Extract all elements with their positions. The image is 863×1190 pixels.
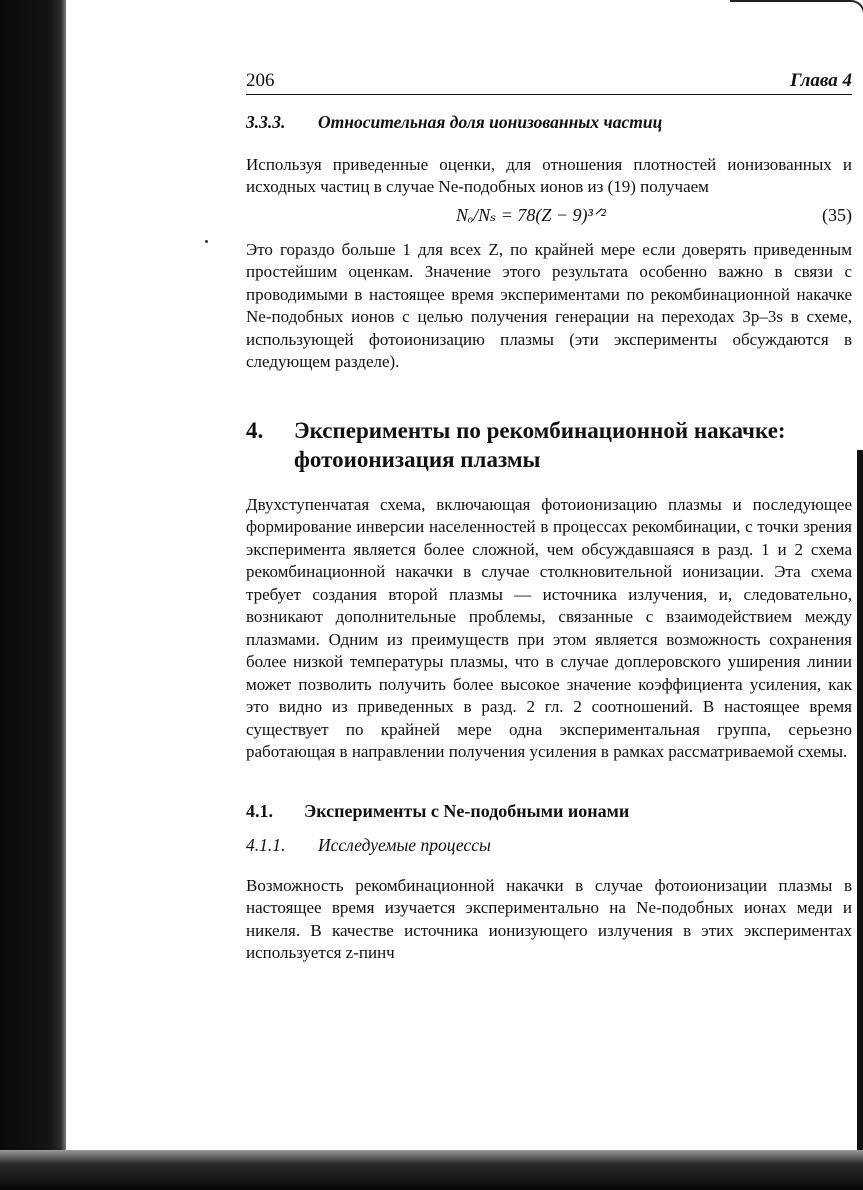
paragraph-processes: Возможность рекомбинационной накачки в случае фотоионизации плазмы в настоящее время изучается экспериментально на Ne-подобных ионах меди и никеля. В качестве источника ионизующего излучения в этих экспериментах используется z-пинч (246, 875, 852, 962)
equation-number: (35) (822, 204, 852, 225)
subsection-number: 4.1.1. (246, 835, 286, 855)
subsection-title: Эксперименты с Ne-подобными ионами (304, 800, 630, 821)
subsection-heading-4-1 (246, 800, 852, 823)
scan-page-curl (730, 0, 863, 14)
subsection-heading-4-1-1 (246, 834, 852, 857)
running-header (246, 66, 852, 95)
equation-35 (246, 201, 852, 229)
paragraph-two-stage-scheme: Двухступенчатая схема, включающая фотоионизацию плазмы и последующее формирование инверсии населенностей в процессах рекомбинации, с точки зрения эксперимента является более сложной, чем обсуждавшаяся в разд. 1 и 2 схема рекомбинационной накачки в случае столкновительной ионизации. Эта схема требует создания второй плазмы — источника излучения, и, следовательно, возникают дополнительные проблемы, связанные с взаимодействием между плазмами. Одним из преимуществ при этом является возможность сохранения более низкой температуры плазмы, что в случае доплеровского уширения линии может позволить получить более высокое значение коэффициента усиления, как это видно из приведенных в разд. 2 гл. 2 соотношений. В настоящее время существует по крайней мере одна экспериментальная группа, серьезно работающая в направлении получения усиления в рамках рассматриваемой схемы. (246, 494, 852, 761)
scan-shadow-bottom (0, 1150, 863, 1190)
subsection-title: Исследуемые процессы (318, 835, 491, 855)
scan-speck (205, 240, 208, 243)
scan-shadow-left (0, 0, 66, 1190)
section-heading-4 (246, 416, 852, 474)
subsection-heading-3-3-3 (246, 111, 852, 134)
page-number: 206 (246, 69, 275, 91)
subsection-number: 3.3.3. (246, 112, 286, 132)
section-number: 4. (246, 417, 264, 443)
subsection-number: 4.1. (246, 800, 273, 821)
subsection-title: Относительная доля ионизованных частиц (318, 112, 663, 132)
section-title: Эксперименты по рекомбинационной накачке: фотоионизация плазмы (294, 417, 786, 472)
paragraph-intro: Используя приведенные оценки, для отношения плотностей ионизованных и исходных частиц в случае Ne-подобных ионов из (19) получаем (246, 154, 852, 196)
chapter-label: Глава 4 (790, 69, 852, 91)
book-page (246, 66, 852, 965)
paragraph-result: Это гораздо больше 1 для всех Z, по крайней мере если доверять приведенным простейшим оценкам. Значение этого результата особенно важно в связи с проводимыми в настоящее время экспериментами по рекомбинационной накачке Ne-подобных ионов с целью получения генерации на переходах 3p–3s в схеме, использующей фотоионизацию плазмы (эти эксперименты обсуждаются в следующем разделе). (246, 239, 852, 371)
scan-shadow-right (857, 450, 863, 1150)
equation-formula: Nₒ/Nₛ = 78(Z − 9)³ᐟ² (456, 204, 606, 225)
